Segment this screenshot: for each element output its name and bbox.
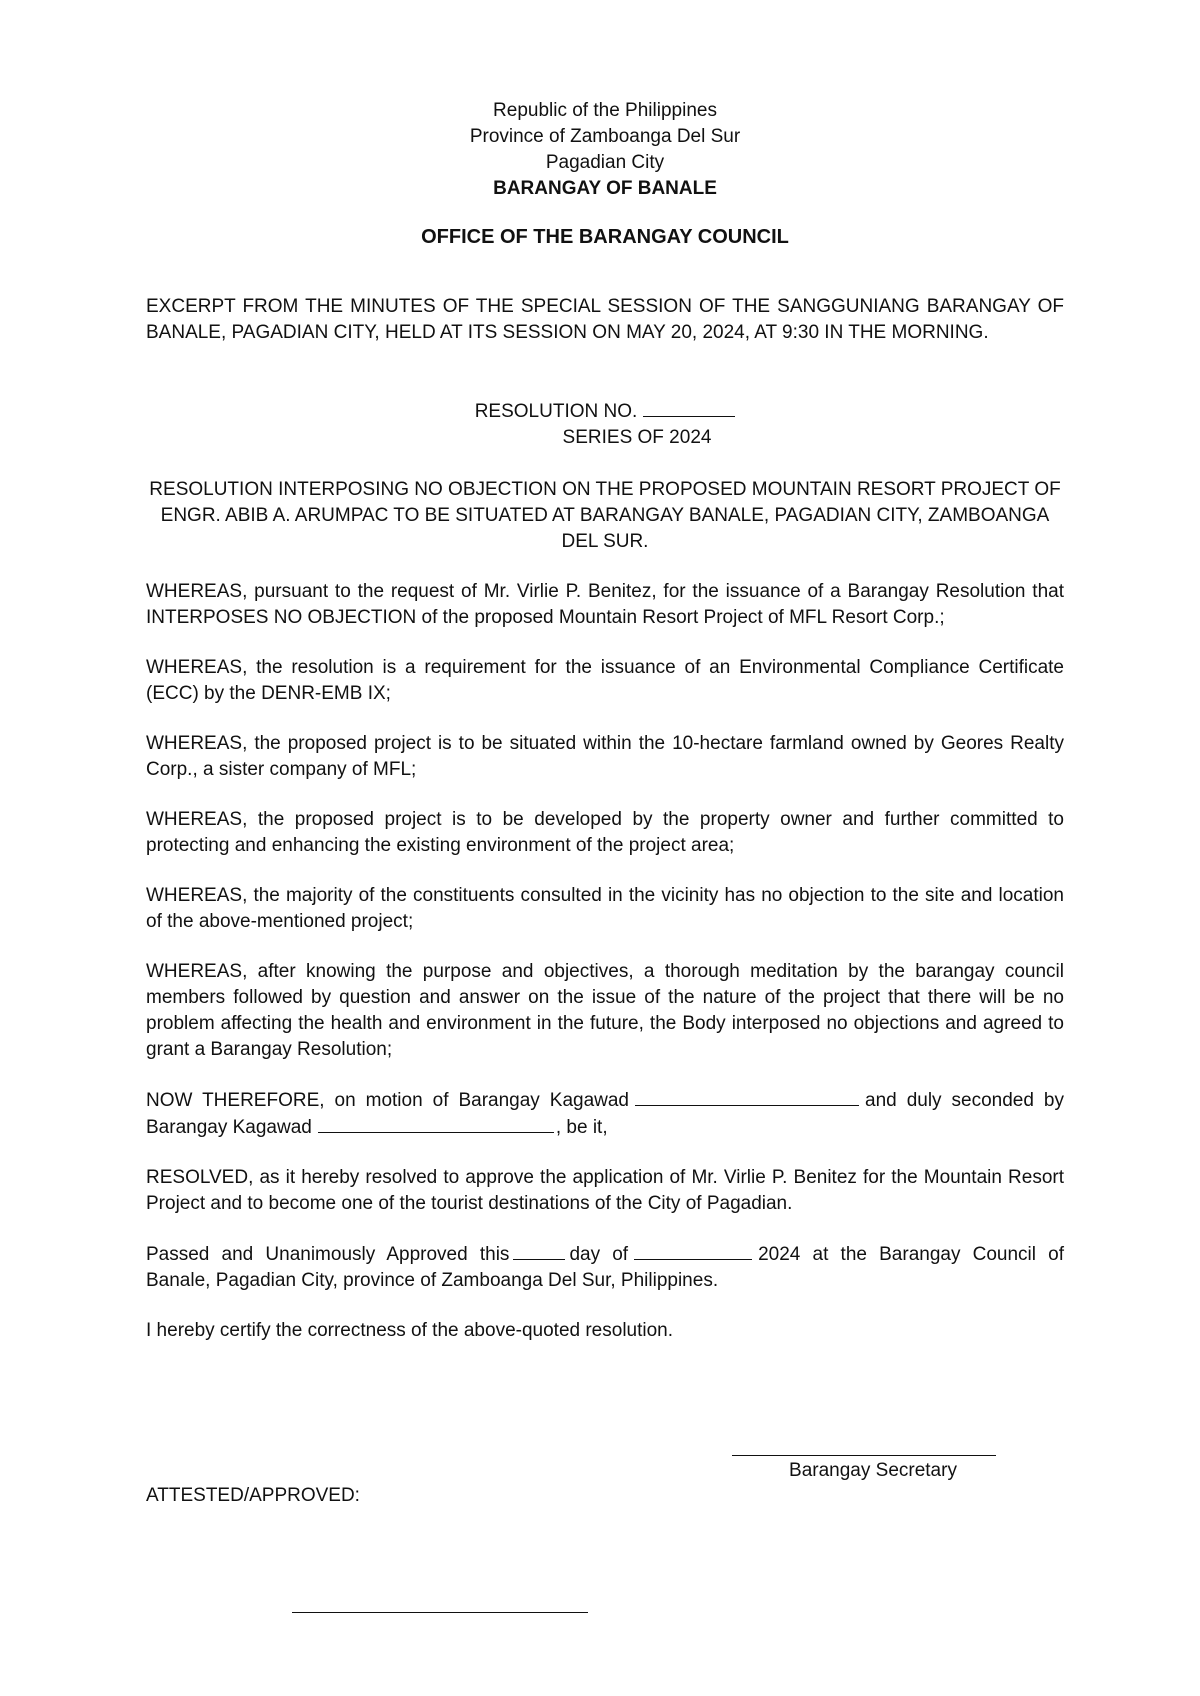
whereas-5: WHEREAS, the majority of the constituents consulted in the vicinity has no objection to the site and location of the above-mentioned project; [146,885,1064,932]
motion-text-2: and duly seconded by Barangay Kagawad [146,1090,1064,1138]
attested-label: ATTESTED/APPROVED: [146,1485,360,1506]
motion-text-1: NOW THEREFORE, on motion of Barangay Kagawad [146,1090,630,1111]
whereas-3: WHEREAS, the proposed project is to be situated within the 10-hectare farmland owned by Geores Realty Corp., a sister company of MFL; [146,733,1064,780]
month-blank [634,1241,752,1260]
second-kagawad-blank [318,1114,554,1133]
passed-paragraph [146,1241,1064,1294]
resolution-number-label: RESOLUTION NO. [474,401,638,422]
resolution-number [146,398,1064,425]
office-title: OFFICE OF THE BARANGAY COUNCIL [421,226,789,248]
whereas-1: WHEREAS, pursuant to the request of Mr. Virlie P. Benitez, for the issuance of a Barangay Resolution that INTERPOSES NO OBJECTION of the proposed Mountain Resort Project of MFL Resort Corp.; [146,581,1064,628]
header-city: Pagadian City [545,152,665,173]
header-province: Province of Zamboanga Del Sur [469,126,741,147]
resolution-series: SERIES OF 2024 [562,427,712,448]
resolution-title: RESOLUTION INTERPOSING NO OBJECTION ON THE PROPOSED MOUNTAIN RESORT PROJECT OF ENGR. ABIB A. ARUMPAC TO BE SITUATED AT BARANGAY BANALE, PAGADIAN CITY, ZAMBOANGA DEL SUR. [149,479,1061,552]
motion-paragraph [146,1087,1064,1141]
passed-text-1: Passed and Unanimously Approved this [146,1244,510,1265]
resolution-number-blank [643,398,735,417]
whereas-6: WHEREAS, after knowing the purpose and objectives, a thorough meditation by the barangay council members followed by question and answer on the issue of the nature of the project that there will be no problem affecting the health and environment in the future, the Body interposed no objections and agreed to grant a Barangay Resolution; [146,961,1064,1060]
motion-text-3: , be it, [555,1117,608,1138]
header-republic: Republic of the Philippines [493,100,717,121]
secretary-signature-line [732,1455,996,1456]
whereas-2: WHEREAS, the resolution is a requirement for the issuance of an Environmental Compliance Certificate (ECC) by the DENR-EMB IX; [146,657,1064,704]
passed-text-3: 2024 at the Barangay Council of Banale, Pagadian City, province of Zamboanga Del Sur, Philippines. [146,1244,1065,1291]
motion-kagawad-blank [635,1087,859,1106]
whereas-4: WHEREAS, the proposed project is to be developed by the property owner and further committed to protecting and enhancing the existing environment of the project area; [146,809,1064,856]
secretary-title: Barangay Secretary [789,1460,957,1481]
header-barangay: BARANGAY OF BANALE [493,178,717,199]
resolved-paragraph: RESOLVED, as it hereby resolved to approve the application of Mr. Virlie P. Benitez for the Mountain Resort Project and to become one of the tourist destinations of the City of Pagadian. [146,1167,1064,1214]
certify-paragraph: I hereby certify the correctness of the above-quoted resolution. [146,1320,674,1341]
passed-text-2: day of [569,1244,629,1265]
attested-signature-line [292,1612,588,1613]
document-body [146,98,1064,1344]
day-blank [513,1241,565,1260]
excerpt-paragraph: EXCERPT FROM THE MINUTES OF THE SPECIAL SESSION OF THE SANGGUNIANG BARANGAY OF BANALE, PAGADIAN CITY, HELD AT ITS SESSION ON MAY 20, 2024, AT 9:30 IN THE MORNING. [146,296,1064,343]
